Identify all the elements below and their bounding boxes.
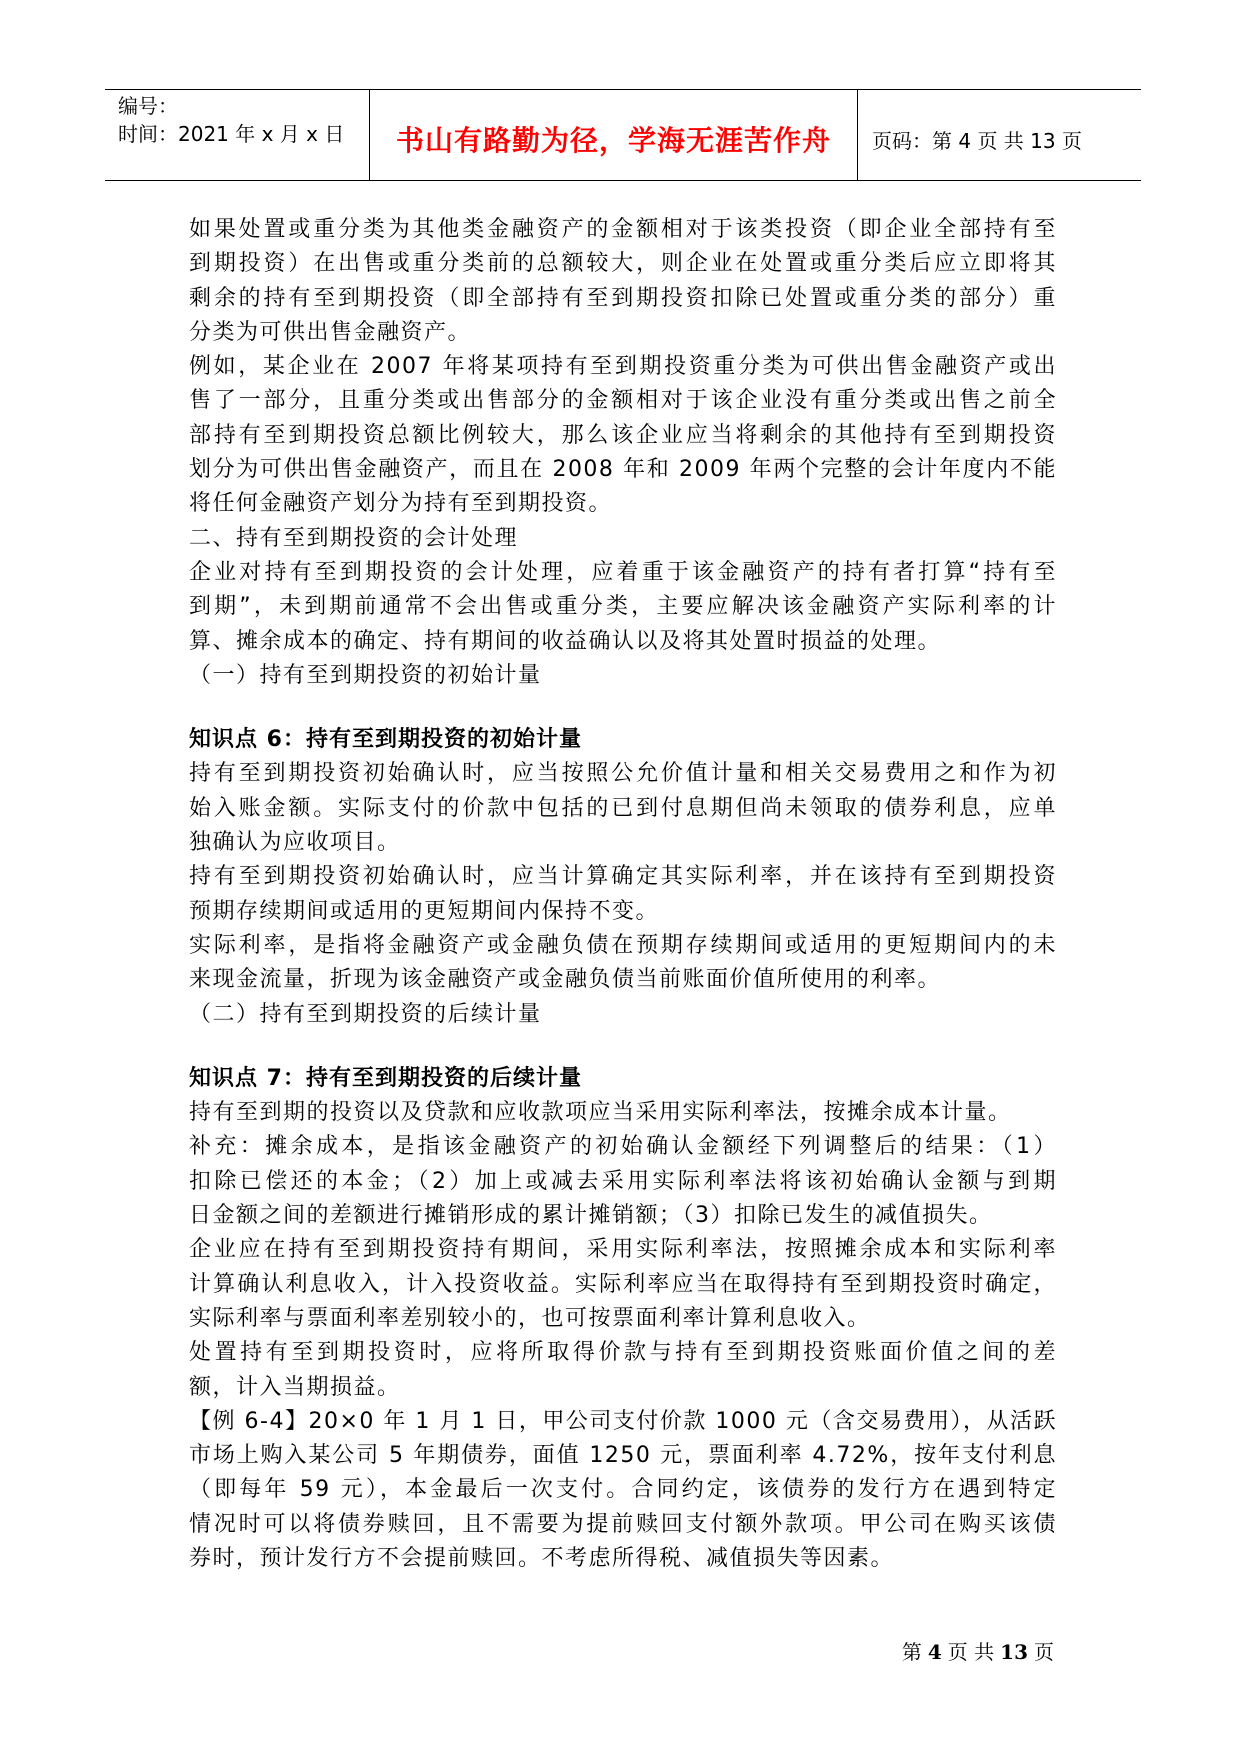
paragraph [189, 860, 1057, 929]
footer-page-number: 4 [927, 1640, 942, 1664]
document-number-label: 编号： [118, 94, 178, 118]
paragraph [189, 659, 1057, 693]
paragraph [189, 213, 1057, 350]
text-line: 计算确认利息收入，计入投资收益。实际利率应当在取得持有至到期投资时确定， [189, 1271, 1057, 1297]
footer-page-suffix: 页 [1034, 1640, 1054, 1664]
paragraph [189, 350, 1057, 521]
header-meta-cell [105, 90, 369, 180]
text-line: 部持有至到期投资总额比例较大，那么该企业应当将剩余的其他持有至到期投资 [189, 422, 1057, 448]
text-line: （二）持有至到期投资的后续计量 [189, 1001, 542, 1027]
text-line: 预期存续期间或适用的更短期间内保持不变。 [189, 898, 660, 924]
section-heading: 知识点 7：持有至到期投资的后续计量 [189, 1065, 582, 1091]
paragraph [189, 1405, 1057, 1576]
text-line: 来现金流量，折现为该金融资产或金融负债当前账面价值所使用的利率。 [189, 967, 942, 993]
paragraph [189, 929, 1057, 998]
text-line: 实际利率，是指将金融资产或金融负债在预期存续期间或适用的更短期间内的未 [189, 932, 1057, 958]
intro-section [189, 213, 1057, 693]
text-line: 券时，预计发行方不会提前赎回。不考虑所得税、减值损失等因素。 [189, 1545, 895, 1571]
text-line: 例如，某企业在 2007 年将某项持有至到期投资重分类为可供出售金融资产或出 [189, 354, 1057, 380]
text-line: 情况时可以将债券赎回，且不需要为提前赎回支付额外款项。甲公司在购买该债 [189, 1511, 1057, 1537]
text-line: 算、摊余成本的确定、持有期间的收益确认以及将其处置时损益的处理。 [189, 628, 942, 654]
paragraph [189, 556, 1057, 659]
text-line: （一）持有至到期投资的初始计量 [189, 662, 542, 688]
text-line: 二、持有至到期投资的会计处理 [189, 525, 519, 551]
footer-page-total: 13 [1000, 1640, 1028, 1664]
text-line: 如果处置或重分类为其他类金融资产的金额相对于该类投资（即企业全部持有至 [189, 217, 1057, 242]
header-page-cell [858, 90, 1141, 180]
page-header [105, 89, 1141, 181]
footer-page-middle: 页 共 [947, 1640, 995, 1664]
text-line: 扣除已偿还的本金；（2）加上或减去采用实际利率法将该初始确认金额与到期 [189, 1168, 1057, 1194]
text-line: 独确认为应收项目。 [189, 830, 401, 856]
text-line: 持有至到期的投资以及贷款和应收款项应当采用实际利率法，按摊余成本计量。 [189, 1100, 1012, 1126]
paragraph [189, 1096, 1057, 1130]
text-line: 售了一部分，且重分类或出售部分的金额相对于该企业没有重分类或出售之前全 [189, 388, 1057, 414]
text-line: 持有至到期投资初始确认时，应当按照公允价值计量和相关交易费用之和作为初 [189, 761, 1057, 787]
document-body [189, 213, 1057, 1576]
text-line: 日金额之间的差额进行摊销形成的累计摊销额；（3）扣除已发生的减值损失。 [189, 1203, 993, 1229]
knowledge-point-7-section [189, 1062, 1057, 1576]
text-line: 划分为可供出售金融资产，而且在 2008 年和 2009 年两个完整的会计年度内不能 [189, 457, 1057, 483]
text-line: 将任何金融资产划分为持有至到期投资。 [189, 491, 613, 517]
paragraph [189, 1233, 1057, 1336]
page-footer [899, 1636, 1057, 1665]
text-line: 处置持有至到期投资时，应将所取得价款与持有至到期投资账面价值之间的差 [189, 1340, 1057, 1366]
text-line: 【例 6-4】20×0 年 1 月 1 日，甲公司支付价款 1000 元（含交易费用），从活跃 [189, 1408, 1057, 1434]
section-body [189, 757, 1057, 1031]
text-line: 剩余的持有至到期投资（即全部持有至到期投资扣除已处置或重分类的部分）重 [189, 285, 1057, 311]
text-line: 到期”，未到期前通常不会出售或重分类，主要应解决该金融资产实际利率的计 [189, 594, 1057, 620]
text-line: 持有至到期投资初始确认时，应当计算确定其实际利率，并在该持有至到期投资 [189, 864, 1057, 890]
footer-page-prefix: 第 [901, 1640, 922, 1664]
text-line: （即每年 59 元），本金最后一次支付。合同约定，该债券的发行方在遇到特定 [189, 1477, 1057, 1503]
section-body [189, 1096, 1057, 1576]
text-line: 企业对持有至到期投资的会计处理，应着重于该金融资产的持有者打算“持有至 [189, 559, 1057, 585]
text-line: 分类为可供出售金融资产。 [189, 319, 472, 345]
text-line: 补充：摊余成本，是指该金融资产的初始确认金额经下列调整后的结果：（1） [189, 1134, 1057, 1160]
text-line: 到期投资）在出售或重分类前的总额较大，则企业在处置或重分类后应立即将其 [189, 251, 1057, 277]
header-motto: 书山有路勤为径，学海无涯苦作舟 [395, 124, 831, 157]
document-time-label: 时间：2021 年 x 月 x 日 [118, 122, 345, 146]
header-motto-cell [369, 90, 858, 180]
paragraph [189, 998, 1057, 1032]
paragraph [189, 757, 1057, 860]
paragraph [189, 1336, 1057, 1405]
text-line: 实际利率与票面利率差别较小的，也可按票面利率计算利息收入。 [189, 1305, 871, 1331]
paragraph [189, 522, 1057, 556]
text-line: 市场上购入某公司 5 年期债券，面值 1250 元，票面利率 4.72%，按年支付利息 [189, 1443, 1057, 1469]
paragraph [189, 1130, 1057, 1233]
text-line: 始入账金额。实际支付的价款中包括的已到付息期但尚未领取的债券利息，应单 [189, 795, 1057, 821]
text-line: 企业应在持有至到期投资持有期间，采用实际利率法，按照摊余成本和实际利率 [189, 1237, 1057, 1263]
section-heading: 知识点 6：持有至到期投资的初始计量 [189, 727, 582, 753]
knowledge-point-6-section [189, 723, 1057, 1032]
text-line: 额，计入当期损益。 [189, 1374, 401, 1400]
header-page-label: 页码：第 4 页 共 13 页 [872, 128, 1082, 153]
